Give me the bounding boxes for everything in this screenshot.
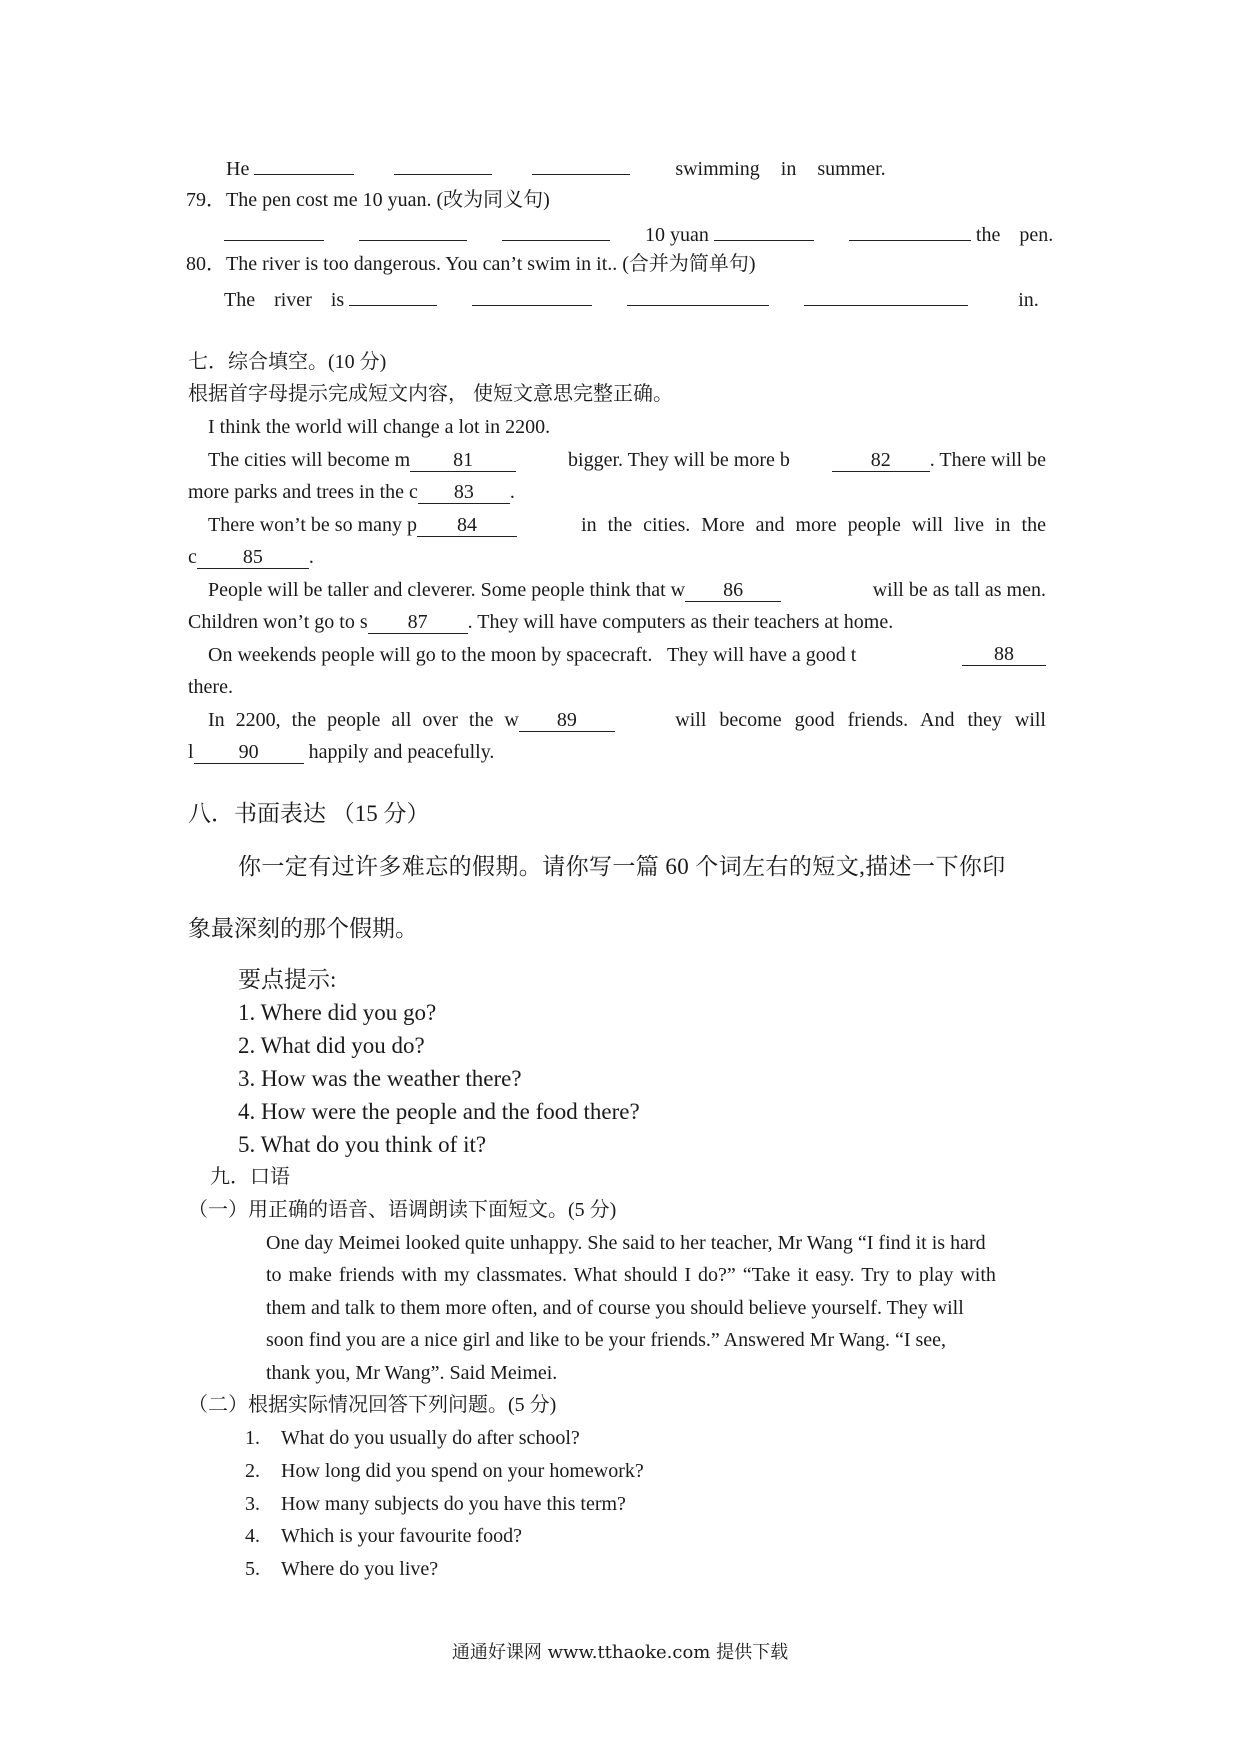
question-item [245,1492,626,1516]
q79-end: the pen. [975,224,1054,246]
text-seg: . [509,481,515,503]
hint-point: 2. What did you do? [238,1033,425,1058]
text-seg: happily and peacefully. [308,741,495,763]
text-seg: more parks and trees in the c [188,481,418,503]
hint-point: 4. How were the people and the food there? [238,1099,640,1124]
q80-line [224,285,1039,312]
passage-line: I think the world will change a lot in 2200. [208,416,551,438]
text-seg: will become good friends. And they will [675,709,1046,731]
section-8-title: 八．书面表达 （15 分） [188,801,430,826]
text-seg: . [308,546,314,568]
text-seg: People will be taller and cleverer. Some people think that w [208,579,686,601]
q80-label: 80．The river is too dangerous. You can’t swim in it.. (合并为简单句) [186,253,756,275]
section-9-part1: （一）用正确的语音、语调朗读下面短文。(5 分) [188,1199,617,1221]
blank-88[interactable]: 88 [962,643,1046,666]
reading-passage-line: to make friends with my classmates. What should I do?” “Take it easy. Try to play with [266,1264,996,1286]
passage-line [208,708,1046,732]
passage-line [208,643,1046,667]
blank-89[interactable]: 89 [519,709,615,732]
text-seg: in the cities. More and more people will live in the [581,514,1046,536]
passage-line [188,480,515,504]
blank-87[interactable]: 87 [368,611,468,634]
hint-point: 5. What do you think of it? [238,1132,487,1157]
question-item [245,1557,438,1581]
text-seg: Children won’t go to s [188,611,368,633]
blank-82[interactable]: 82 [832,449,930,472]
passage-line [208,513,1046,537]
reading-passage-line: them and talk to them more often, and of course you should believe yourself. They will [266,1297,964,1319]
text-seg: There won’t be so many p [208,514,418,536]
answer-blank[interactable] [394,154,492,175]
blank-84[interactable]: 84 [417,514,517,537]
reading-passage-line: soon find you are a nice girl and like to be your friends.” Answered Mr Wang. “I see, [266,1329,947,1351]
hint-label: 要点提示: [238,967,337,992]
answer-blank[interactable] [804,285,968,306]
blank-85[interactable]: 85 [197,546,309,569]
text-seg: On weekends people will go to the moon by spacecraft. They will have a good t [208,644,857,666]
section-9-part2: （二）根据实际情况回答下列问题。(5 分) [188,1394,557,1416]
passage-line [208,578,1046,602]
blank-90[interactable]: 90 [194,741,304,764]
question-number: 3. [245,1493,260,1515]
question-text: Which is your favourite food? [281,1525,523,1547]
text-seg: c [188,546,197,568]
text-seg: . There will be [929,449,1046,471]
section-9-title: 九．口语 [210,1166,290,1188]
writing-task: 你一定有过许多难忘的假期。请你写一篇 60 个词左右的短文,描述一下你印 [238,854,1006,879]
answer-blank[interactable] [224,220,324,241]
question-item [245,1459,644,1483]
q79-mid: 10 yuan [645,224,709,246]
blank-83[interactable]: 83 [418,481,510,504]
passage-line [208,448,1046,472]
question-number: 5. [245,1558,260,1580]
hint-point: 1. Where did you go? [238,1000,437,1025]
question-text: What do you usually do after school? [281,1427,580,1449]
writing-task: 象最深刻的那个假期。 [188,916,418,941]
q79-line [224,220,1053,247]
passage-line [188,610,893,634]
text-seg: The cities will become m [208,449,411,471]
answer-blank[interactable] [472,285,592,306]
reading-passage-line [266,1231,1046,1255]
q80-start: The river is [224,289,345,311]
answer-blank[interactable] [359,220,467,241]
answer-blank[interactable] [532,154,630,175]
question-text: Where do you live? [281,1558,439,1580]
question-item [245,1524,522,1548]
q78-start: He [226,158,250,180]
answer-blank[interactable] [849,220,971,241]
answer-blank[interactable] [627,285,769,306]
page-footer: 通通好课网 www.tthaoke.com 提供下载 [451,1642,789,1663]
blank-81[interactable]: 81 [410,449,516,472]
text-seg: will be as tall as men. [872,579,1046,601]
question-item [245,1426,580,1450]
reading-passage-line: thank you, Mr Wang”. Said Meimei. [266,1362,558,1384]
question-number: 2. [245,1460,260,1482]
section-7-instruction: 根据首字母提示完成短文内容， 使短文意思完整正确。 [188,383,673,405]
text-seg: l [188,741,194,763]
question-number: 4. [245,1525,260,1547]
text-seg: One day Meimei looked quite unhappy. She said to her teacher, Mr Wang “I find it is hard [266,1232,986,1254]
answer-blank[interactable] [254,154,354,175]
passage-line [188,740,494,764]
question-text: How many subjects do you have this term? [281,1493,626,1515]
passage-line [188,545,314,569]
text-seg: . They will have computers as their teachers at home. [467,611,894,633]
question-number: 1. [245,1427,260,1449]
passage-line: there. [188,676,233,698]
q79-label: 79．The pen cost me 10 yuan. (改为同义句) [186,189,550,211]
text-seg: In 2200, the people all over the w [208,709,519,731]
blank-86[interactable]: 86 [685,579,781,602]
answer-blank[interactable] [714,220,814,241]
q78-end: swimming in summer. [675,158,886,180]
q78-line [226,154,886,181]
text-seg: bigger. They will be more b [568,449,790,471]
section-7-title: 七．综合填空。(10 分) [188,351,387,373]
question-text: How long did you spend on your homework? [281,1460,644,1482]
answer-blank[interactable] [502,220,610,241]
q80-end: in. [1018,289,1039,311]
hint-point: 3. How was the weather there? [238,1066,522,1091]
answer-blank[interactable] [349,285,437,306]
